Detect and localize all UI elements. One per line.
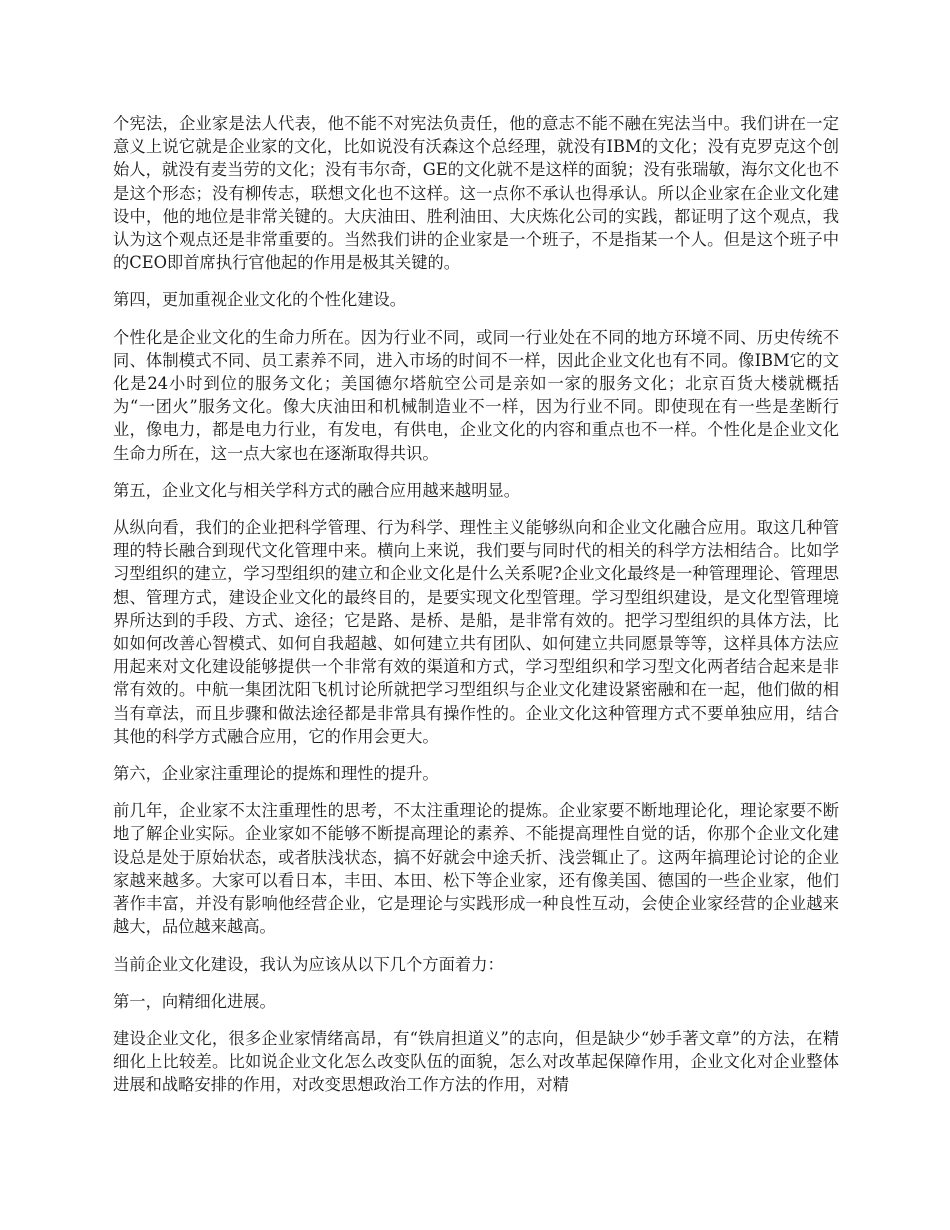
paragraph-constitution: 个宪法，企业家是法人代表，他不能不对宪法负责任，他的意志不能不融在宪法当中。我们讲在一定意义上说它就是企业家的文化，比如说没有沃森这个总经理，就没有IBM的文化；没有克罗克这个创始人，就没有麦当劳的文化；没有韦尔奇，GE的文化就不是这样的面貌；没有张瑞敏，海尔文化也不是这个形态；没有柳传志，联想文化也不这样。这一点你不承认也得承认。所以企业家在企业文化建设中，他的地位是非常关键的。大庆油田、胜利油田、大庆炼化公司的实践，都证明了这个观点，我认为这个观点还是非常重要的。当然我们讲的企业家是一个班子，不是指某一个人。但是这个班子中的CEO即首席执行官他起的作用是极其关键的。	[113, 114, 839, 273]
paragraph-integration: 从纵向看，我们的企业把科学管理、行为科学、理性主义能够纵向和企业文化融合应用。取这几种管理的特长融合到现代文化管理中来。横向上来说，我们要与同时代的相关的科学方法相结合。比如学习型组织的建立，学习型组织的建立和企业文化是什么关系呢?企业文化最终是一种管理理论、管理思想、管理方式，建设企业文化的最终目的，是要实现文化型管理。学习型组织建设，是文化型管理境界所达到的手段、方式、途径；它是路、是桥、是船，是非常有效的。把学习型组织的具体方法，比如如何改善心智模式、如何自我超越、如何建立共有团队、如何建立共同愿景等等，这样具体方法应用起来对文化建设能够提供一个非常有效的渠道和方式，学习型组织和学习型文化两者结合起来是非常有效的。中航一集团沈阳飞机讨论所就把学习型组织与企业文化建设紧密融和在一起，他们做的相当有章法，而且步骤和做法途径都是非常具有操作性的。企业文化这种管理方式不要单独应用，结合其他的科学方式融合应用，它的作用会更大。	[113, 518, 839, 746]
heading-fifth-point: 第五，企业文化与相关学科方式的融合应用越来越明显。	[113, 480, 521, 500]
paragraph-refinement: 建设企业文化，很多企业家情绪高昂，有“铁肩担道义”的志向，但是缺少“妙手著文章”的方法，在精细化上比较差。比如说企业文化怎么改变队伍的面貌，怎么对改革起保障作用，企业文化对企业整体进展和战略安排的作用，对改变思想政治工作方法的作用，对精	[113, 1028, 839, 1095]
paragraph-individuality: 个性化是企业文化的生命力所在。因为行业不同，或同一行业处在不同的地方环境不同、历史传统不同、体制模式不同、员工素养不同，进入市场的时间不一样，因此企业文化也有不同。像IBM它的文化是24小时到位的服务文化；美国德尔塔航空公司是亲如一家的服务文化；北京百货大楼就概括为“一团火”服务文化。像大庆油田和机械制造业不一样，因为行业不同。即使现在有一些是垄断行业，像电力，都是电力行业，有发电，有供电，企业文化的内容和重点也不一样。个性化是企业文化生命力所在，这一点大家也在逐渐取得共识。	[113, 327, 839, 463]
paragraph-current-focus: 当前企业文化建设，我认为应该从以下几个方面着力：	[113, 954, 504, 974]
heading-first-point: 第一，向精细化进展。	[113, 991, 276, 1011]
heading-sixth-point: 第六，企业家注重理论的提炼和理性的提升。	[113, 764, 439, 784]
heading-fourth-point: 第四，更加重视企业文化的个性化建设。	[113, 290, 407, 310]
document-body	[113, 112, 839, 1111]
paragraph-theory: 前几年，企业家不太注重理性的思考，不太注重理论的提炼。企业家要不断地理论化，理论家要不断地了解企业实际。企业家如不能够不断提高理论的素养、不能提高理性自觉的话，你那个企业文化建设总是处于原始状态，或者肤浅状态，搞不好就会中途夭折、浅尝辄止了。这两年搞理论讨论的企业家越来越多。大家可以看日本，丰田、本田、松下等企业家，还有像美国、德国的一些企业家，他们著作丰富，并没有影响他经营企业，它是理论与实践形成一种良性互动，会使企业家经营的企业越来越大，品位越来越高。	[113, 801, 839, 937]
